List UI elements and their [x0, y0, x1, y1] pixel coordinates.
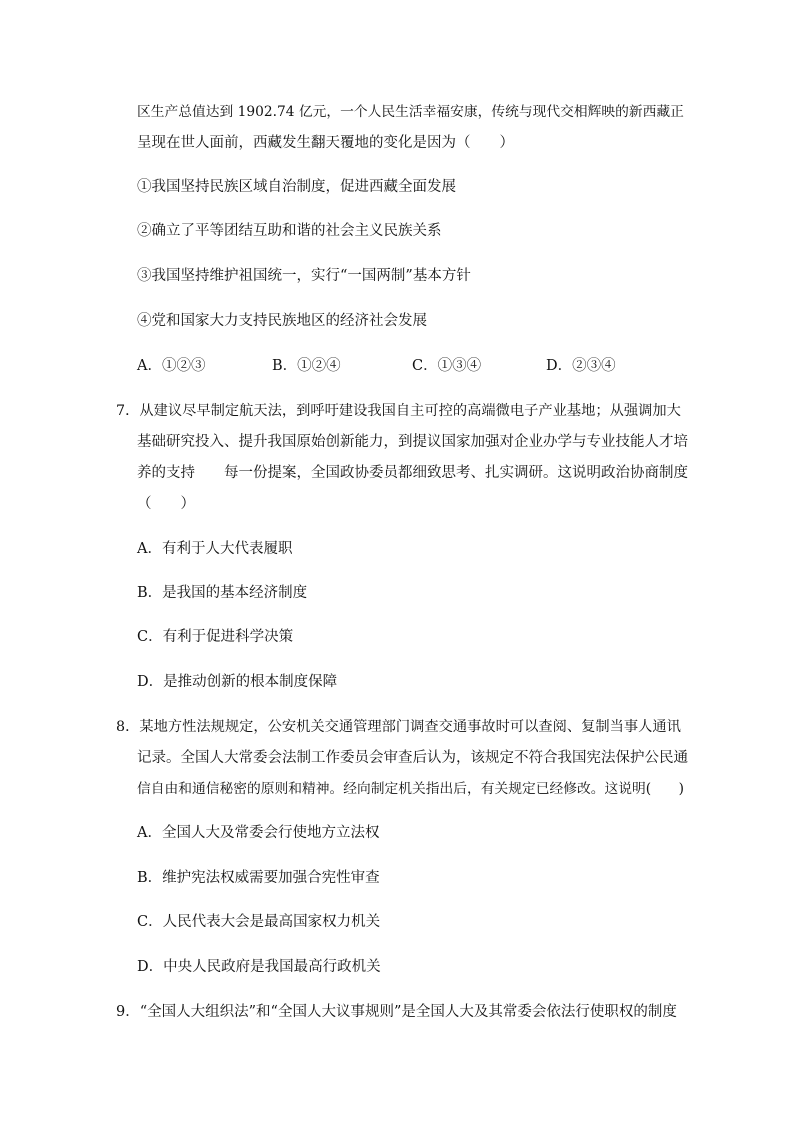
q8-stem-line-3: 信自由和通信秘密的原则和精神。经向制定机关指出后，有关规定已经修改。这说明( ) — [137, 781, 684, 797]
q7-stem-line-2: 基础研究投入、提升我国原始创新能力，到提议国家加强对企业办学与专业技能人才培 — [137, 434, 688, 450]
q6-statement-3: ③我国坚持维护祖国统一，实行“一国两制”基本方针 — [137, 268, 471, 284]
q6-option-b[interactable]: B．①②④ — [272, 358, 341, 374]
q6-stem-line-2: 呈现在世人面前，西藏发生翻天覆地的变化是因为（ ） — [137, 135, 514, 151]
q7-option-d[interactable]: D．是推动创新的根本制度保障 — [137, 674, 338, 690]
q6-statement-1: ①我国坚持民族区域自治制度，促进西藏全面发展 — [137, 179, 456, 195]
q6-option-d[interactable]: D．②③④ — [546, 358, 616, 374]
q6-statement-4: ④党和国家大力支持民族地区的经济社会发展 — [137, 313, 427, 329]
q6-statement-2: ②确立了平等团结互助和谐的社会主义民族关系 — [137, 223, 442, 239]
q9-stem-line-1: 9．“全国人大组织法”和“全国人大议事规则”是全国人大及其常委会依法行使职权的制度 — [116, 1004, 677, 1020]
q6-option-a[interactable]: A．①②③ — [137, 358, 206, 374]
q8-option-a[interactable]: A．全国人大及常委会行使地方立法权 — [137, 825, 380, 841]
q8-stem-line-2: 记录。全国人大常委会法制工作委员会审查后认为，该规定不符合我国宪法保护公民通 — [137, 750, 688, 766]
q7-stem-line-1: 7．从建议尽早制定航天法，到呼吁建设我国自主可控的高端微电子产业基地；从强调加大 — [116, 403, 681, 419]
q7-option-b[interactable]: B．是我国的基本经济制度 — [137, 585, 308, 601]
q8-option-b[interactable]: B．维护宪法权威需要加强合宪性审查 — [137, 870, 380, 886]
q6-option-c[interactable]: C．①③④ — [412, 358, 482, 374]
q7-stem-line-4: （ ） — [137, 496, 195, 512]
q7-option-a[interactable]: A．有利于人大代表履职 — [137, 541, 293, 557]
q8-option-c[interactable]: C．人民代表大会是最高国家权力机关 — [137, 914, 381, 930]
q7-stem-line-3: 养的支持 每一份提案，全国政协委员都细致思考、扎实调研。这说明政治协商制度 — [137, 465, 688, 481]
q7-option-c[interactable]: C．有利于促进科学决策 — [137, 629, 294, 645]
q8-stem-line-1: 8．某地方性法规规定，公安机关交通管理部门调查交通事故时可以查阅、复制当事人通讯 — [116, 719, 681, 735]
q6-stem-line-1: 区生产总值达到 1902.74 亿元，一个人民生活幸福安康，传统与现代交相辉映的新西藏正 — [137, 104, 684, 120]
q8-option-d[interactable]: D．中央人民政府是我国最高行政机关 — [137, 959, 381, 975]
